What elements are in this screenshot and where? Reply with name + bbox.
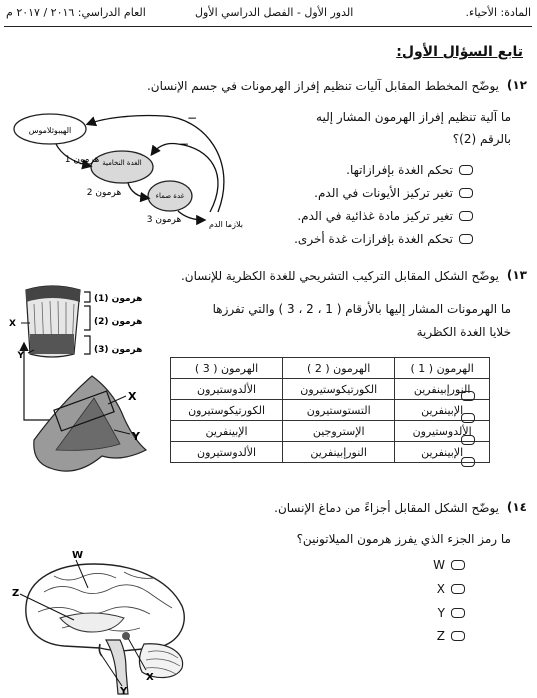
x-label: X (146, 672, 154, 683)
table-cell: الكورتيكوستيرون (283, 379, 395, 400)
subject-label: المادة: الأحياء. (465, 6, 531, 19)
q14-option-x[interactable]: X (437, 582, 465, 596)
q14-option-z[interactable]: Z (437, 629, 465, 643)
q13-ask-line1: ما الهرمونات المشار إليها بالأرقام ( 1 ، 2 ، 3 ) والتي تفرزها (212, 302, 511, 316)
q14-option-w[interactable]: W (433, 558, 465, 572)
table-row (171, 379, 490, 400)
q14-stem: يوضّح الشكل المقابل أجزاءً من دماغ الإنسان. (274, 501, 499, 515)
q12-ask-line2: بالرقم (2)؟ (452, 132, 511, 146)
table-cell: الإستروجين (283, 421, 395, 442)
w-label: W (72, 550, 84, 561)
brain-figure (4, 548, 204, 696)
q14-option-y[interactable]: Y (438, 606, 465, 620)
y-label: Y (120, 686, 128, 696)
hormone-2-label: هرمون 2 (86, 188, 122, 198)
q13-number: ١٣) (506, 268, 527, 282)
q12-ask-line1: ما آلية تنظيم إفراز الهرمون المشار إليه (316, 110, 511, 124)
arrow-h2 (128, 183, 148, 198)
gland-label: غدة صماء (155, 192, 185, 200)
table-row (171, 400, 490, 421)
q14-ask: ما رمز الجزء الذي يفرز هرمون الميلاتونين؟ (296, 532, 511, 546)
radio-icon[interactable] (451, 560, 465, 570)
radio-icon[interactable] (459, 234, 473, 244)
adrenal-gland-figure (4, 280, 164, 486)
hormone-2-label: هرمون (2) (94, 317, 143, 327)
q13-ask-line2: خلايا الغدة الكظرية (416, 325, 511, 339)
session-label: الدور الأول - الفصل الدراسي الأول (195, 6, 354, 19)
radio-icon[interactable] (459, 211, 473, 221)
radio-icon[interactable] (451, 608, 465, 618)
hormone-1-label: هرمون 1 (64, 155, 100, 165)
year-label: العام الدراسي: ٢٠١٦ / ٢٠١٧ م (6, 6, 146, 19)
table-row (171, 442, 490, 463)
z-label: Z (12, 588, 20, 599)
section-title: تابع السؤال الأول: (396, 44, 523, 60)
table-header-cell: الهرمون ( 3 ) (171, 358, 283, 379)
q12-option-1[interactable]: تحكم الغدة بإفرازاتها. (346, 163, 473, 177)
x-label-section: X (9, 319, 16, 329)
table-cell: الإبينفرين (395, 442, 490, 463)
radio-icon[interactable] (459, 188, 473, 198)
table-header-cell: الهرمون ( 1 ) (395, 358, 490, 379)
table-cell: الإبينفرين (395, 400, 490, 421)
q13-radio-row-1[interactable] (461, 391, 475, 401)
radio-icon[interactable] (451, 584, 465, 594)
hypothalamus-label: الهيبوثلاموس (28, 126, 72, 135)
y-label-gland: Y (132, 430, 140, 443)
q12-option-2[interactable]: تغير تركيز الأيونات في الدم. (314, 186, 473, 200)
blood-plasma-label: بلازما الدم (209, 220, 243, 229)
table-cell: النورإبينفرين (283, 442, 395, 463)
table-cell: الكورتيكوستيرون (171, 400, 283, 421)
table-cell: الألدوستيرون (171, 442, 283, 463)
q12-option-3[interactable]: تغير تركيز مادة غذائية في الدم. (297, 209, 473, 223)
q13-radio-row-3[interactable] (461, 435, 475, 445)
q13-radio-row-2[interactable] (461, 413, 475, 423)
medulla-layer (30, 334, 74, 354)
hormones-table (170, 357, 490, 463)
table-cell: النورإبينفرين (395, 379, 490, 400)
header-divider (4, 26, 532, 27)
q12-option-4[interactable]: تحكم الغدة بإفرازات غدة أخرى. (294, 232, 473, 246)
q14-number: ١٤) (506, 500, 527, 514)
table-row (171, 421, 490, 442)
cerebrum-outline (26, 564, 184, 651)
hormone-3-label: هرمون 3 (146, 215, 182, 225)
radio-icon[interactable] (459, 165, 473, 175)
table-header-row (171, 358, 490, 379)
x-label-gland: X (128, 390, 137, 403)
table-cell: الألدوستيرون (171, 379, 283, 400)
table-header-cell: الهرمون ( 2 ) (283, 358, 395, 379)
table-cell: الألدوستيرون (395, 421, 490, 442)
arrow-h3 (178, 211, 204, 220)
hormone-1-label: هرمون (1) (94, 294, 143, 304)
q13-radio-row-4[interactable] (461, 457, 475, 467)
q12-number: ١٢) (506, 78, 527, 92)
table-cell: الإبينفرين (171, 421, 283, 442)
radio-icon[interactable] (451, 631, 465, 641)
y-label-section: Y (17, 351, 24, 361)
q12-stem: يوضّح المخطط المقابل آليات تنظيم إفراز الهرمونات في جسم الإنسان. (146, 79, 499, 93)
pituitary-label: الغدة النخامية (102, 159, 142, 167)
table-cell: التستوستيرون (283, 400, 395, 421)
minus-sign-inner: − (178, 137, 190, 151)
hormone-3-label: هرمون (3) (94, 345, 143, 355)
hormone-feedback-diagram (4, 100, 244, 238)
q13-stem: يوضّح الشكل المقابل التركيب التشريحي للغدة الكظرية للإنسان. (180, 269, 499, 283)
minus-sign-outer: − (186, 111, 198, 125)
pituitary-node (91, 151, 153, 183)
